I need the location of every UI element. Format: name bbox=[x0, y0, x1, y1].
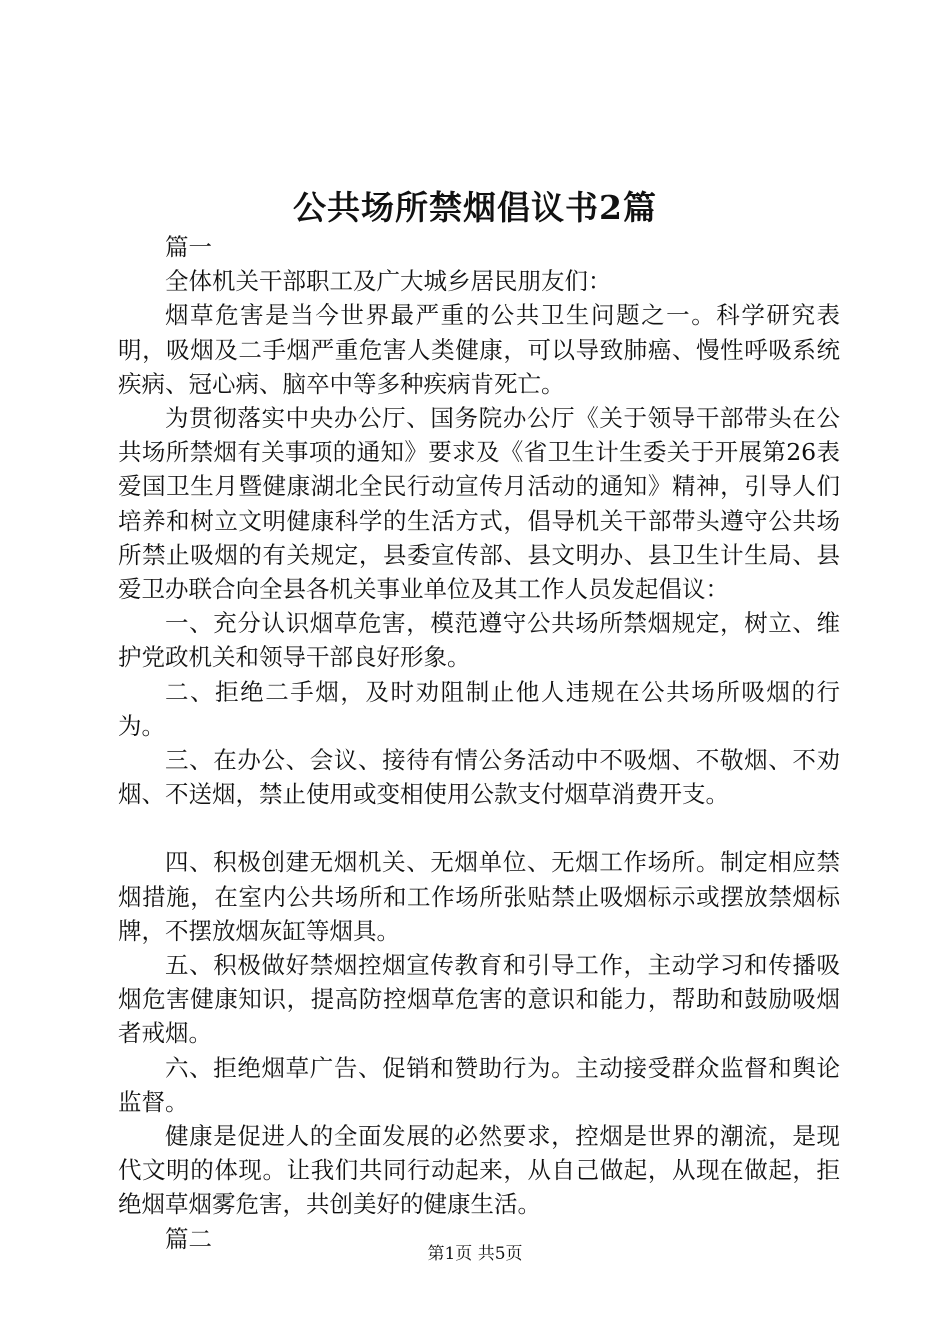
salutation: 全体机关干部职工及广大城乡居民朋友们： bbox=[165, 267, 612, 296]
section-heading-part-two: 篇二 bbox=[165, 1224, 212, 1253]
page-footer-page-number: 第1页 共5页 bbox=[427, 1244, 523, 1264]
paragraph-item-6: 六、拒绝烟草广告、促销和赞助行为。主动接受群众监督和舆论监督。 bbox=[118, 1053, 840, 1116]
paragraph-initiative-background: 为贯彻落实中央办公厅、国务院办公厅《关于领导干部带头在公共场所禁烟有关事项的通知》要求及《省卫生计生委关于开展第26表爱国卫生月暨健康湖北全民行动宣传月活动的通知》精神，引导人们培养和树立文明健康科学的生活方式，倡导机关干部带头遵守公共场所禁止吸烟的有关规定，县委宣传部、县文明办、县卫生计生局、县爱卫办联合向全县各机关事业单位及其工作人员发起倡议： bbox=[118, 404, 840, 604]
paragraph-item-2: 二、拒绝二手烟，及时劝阻制止他人违规在公共场所吸烟的行为。 bbox=[118, 677, 840, 740]
paragraph-item-4: 四、积极创建无烟机关、无烟单位、无烟工作场所。制定相应禁烟措施，在室内公共场所和工作场所张贴禁止吸烟标示或摆放禁烟标牌，不摆放烟灰缸等烟具。 bbox=[118, 848, 840, 945]
paragraph-item-3: 三、在办公、会议、接待有情公务活动中不吸烟、不敬烟、不劝烟、不送烟，禁止使用或变相使用公款支付烟草消费开支。 bbox=[118, 746, 840, 809]
section-heading-part-one: 篇一 bbox=[165, 233, 212, 261]
document-body bbox=[118, 230, 840, 1256]
paragraph-closing: 健康是促进人的全面发展的必然要求，控烟是世界的潮流，是现代文明的体现。让我们共同行动起来，从自己做起，从现在做起，拒绝烟草烟雾危害，共创美好的健康生活。 bbox=[118, 1122, 840, 1219]
paragraph-tobacco-harm: 烟草危害是当今世界最严重的公共卫生问题之一。科学研究表明，吸烟及二手烟严重危害人类健康，可以导致肺癌、慢性呼吸系统疾病、冠心病、脑卒中等多种疾病肯死亡。 bbox=[118, 301, 840, 398]
paragraph-item-1: 一、充分认识烟草危害，模范遵守公共场所禁烟规定，树立、维护党政机关和领导干部良好形象。 bbox=[118, 609, 840, 672]
document-title: 公共场所禁烟倡议书2篇 bbox=[293, 188, 657, 227]
paragraph-item-5: 五、积极做好禁烟控烟宣传教育和引导工作，主动学习和传播吸烟危害健康知识，提高防控烟草危害的意识和能力，帮助和鼓励吸烟者戒烟。 bbox=[118, 951, 840, 1048]
